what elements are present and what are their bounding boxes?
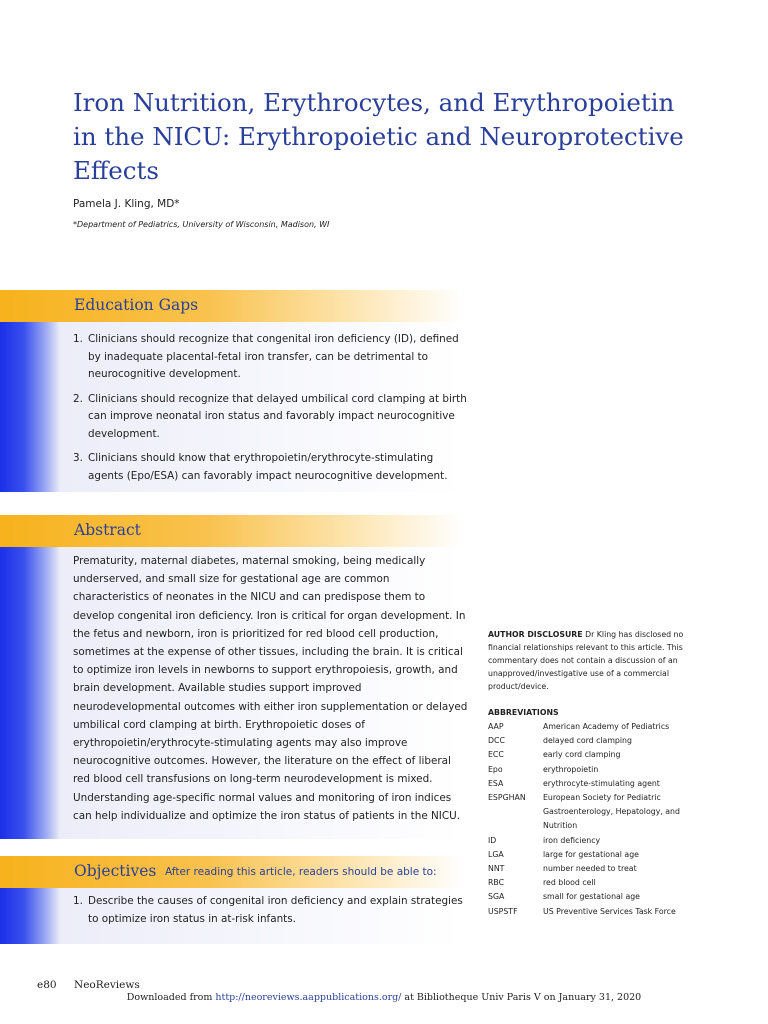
table-row (486, 905, 685, 919)
item-number: 2. (73, 392, 83, 405)
disclosure-label: AUTHOR DISCLOSURE (488, 630, 583, 639)
article-title: Iron Nutrition, Erythrocytes, and Erythropoietin in the NICU: Erythropoietic and Neuroprotective Effects (73, 88, 684, 185)
abstract-heading: Abstract (74, 521, 141, 539)
table-row (486, 890, 685, 904)
abbr-meaning: early cord clamping (543, 750, 621, 760)
abstract-accent-bar (0, 547, 60, 839)
education-gaps-accent-bar (0, 322, 60, 492)
abbr-meaning: American Academy of Pediatrics (543, 722, 670, 731)
abbr-meaning: small for gestational age (543, 892, 640, 902)
table-row (486, 876, 685, 890)
author-disclosure (488, 628, 688, 693)
item-number: 3. (73, 452, 83, 464)
abstract-text: Prematurity, maternal diabetes, maternal smoking, being medically underserved, and small size for gestational age are common characteristics of neonates in the NICU and can predispose them to develop congenital iron deficiency. Iron is critical for organ development. In the fetus and newborn, iron is prioritized for red blood cell production, sometimes at the expense of other tissues, including the brain. It is critical to optimize iron levels in newborns to support erythropoiesis, growth, and brain development. Available studies support improved neurodevelopmental outcomes with either iron supplementation or delayed umbilical cord clamping at birth. Erythropoietic doses of erythropoietin/erythrocyte-stimulating agents may also improve neurocognitive outcomes. However, the literature on the effect of liberal red blood cell transfusions on long-term neurodevelopment is mixed. Understanding age-specific normal values and monitoring of iron indices can help individualize and optimize the iron status of patients in the NICU. (73, 555, 468, 822)
abbr-meaning: red blood cell (543, 878, 596, 888)
abstract-header (0, 515, 462, 547)
abbr-term: ID (488, 835, 497, 845)
abbr-term: SGA (488, 892, 505, 902)
abbr-term: NNT (488, 864, 505, 874)
abbr-term: RBC (488, 878, 505, 888)
abbr-meaning: iron deficiency (543, 835, 601, 845)
abbr-term: ESA (488, 778, 504, 788)
objectives-accent-bar (0, 888, 60, 944)
author-affiliation: *Department of Pediatrics, University of Wisconsin, Madison, WI (73, 220, 330, 229)
list-item (73, 450, 468, 485)
download-notice (0, 992, 768, 1003)
abbr-term: AAP (488, 722, 504, 731)
disclosure-text: Dr Kling has disclosed no financial relationships relevant to this article. This commentary does not contain a discussion of an unapproved/investigative use of a commercial product/device. (488, 630, 684, 691)
objectives-header (0, 856, 462, 888)
table-row (486, 791, 685, 834)
list-item (73, 893, 468, 928)
table-row (486, 834, 685, 848)
table-row (486, 763, 685, 777)
abbreviations-heading: ABBREVIATIONS (488, 708, 559, 717)
abbr-term: ECC (488, 750, 504, 760)
author-name: Pamela J. Kling, MD* (73, 198, 180, 210)
abbr-meaning: erythrocyte-stimulating agent (543, 778, 660, 788)
table-row (486, 848, 685, 862)
item-text: Clinicians should recognize that delayed umbilical cord clamping at birth can improve neonatal iron status and favorably impact neurocognitive development. (88, 392, 467, 440)
abbr-meaning: large for gestational age (543, 849, 639, 859)
objectives-list (73, 893, 468, 935)
table-row (486, 777, 685, 791)
table-row (486, 748, 685, 762)
list-item (73, 331, 468, 384)
abbr-term: Epo (488, 764, 503, 774)
abbr-term: LGA (488, 849, 504, 859)
download-prefix: Downloaded from (126, 992, 216, 1003)
abbr-meaning: US Preventive Services Task Force (543, 906, 676, 916)
table-row (486, 720, 685, 734)
item-text: Clinicians should know that erythropoietin/erythrocyte-stimulating agents (Epo/ESA) can favorably impact neurocognitive development. (88, 452, 448, 482)
item-text: Describe the causes of congenital iron deficiency and explain strategies to optimize iron status in at-risk infants. (88, 895, 463, 925)
abbr-term: DCC (488, 736, 505, 746)
education-gaps-heading: Education Gaps (74, 296, 199, 314)
journal-name: NeoReviews (74, 979, 140, 991)
objectives-subheading: After reading this article, readers should be able to: (165, 866, 437, 878)
download-link[interactable]: http://neoreviews.aappublications.org/ (215, 992, 402, 1003)
list-item (73, 391, 468, 444)
download-suffix: at Bibliotheque Univ Paris V on January 31, 2020 (401, 992, 642, 1003)
education-gaps-header (0, 290, 462, 322)
item-number: 1. (73, 895, 83, 907)
item-text: Clinicians should recognize that congenital iron deficiency (ID), defined by inadequate placental-fetal iron transfer, can be detrimental to neurocognitive development. (88, 333, 459, 380)
abbr-term: ESPGHAN (488, 793, 526, 803)
abbr-term: USPSTF (488, 906, 518, 916)
table-row (486, 862, 685, 876)
abbr-meaning: number needed to treat (543, 864, 637, 874)
objectives-heading: Objectives (74, 862, 157, 880)
abbr-meaning: European Society for Pediatric Gastroenterology, Hepatology, and Nutrition (543, 793, 680, 831)
abbr-meaning: erythropoietin (543, 764, 599, 774)
page-number: e80 (37, 979, 57, 991)
abbreviations-table (486, 720, 685, 919)
table-row (486, 734, 685, 748)
abbr-meaning: delayed cord clamping (543, 736, 632, 746)
education-gaps-list (73, 331, 468, 492)
item-number: 1. (73, 333, 83, 345)
